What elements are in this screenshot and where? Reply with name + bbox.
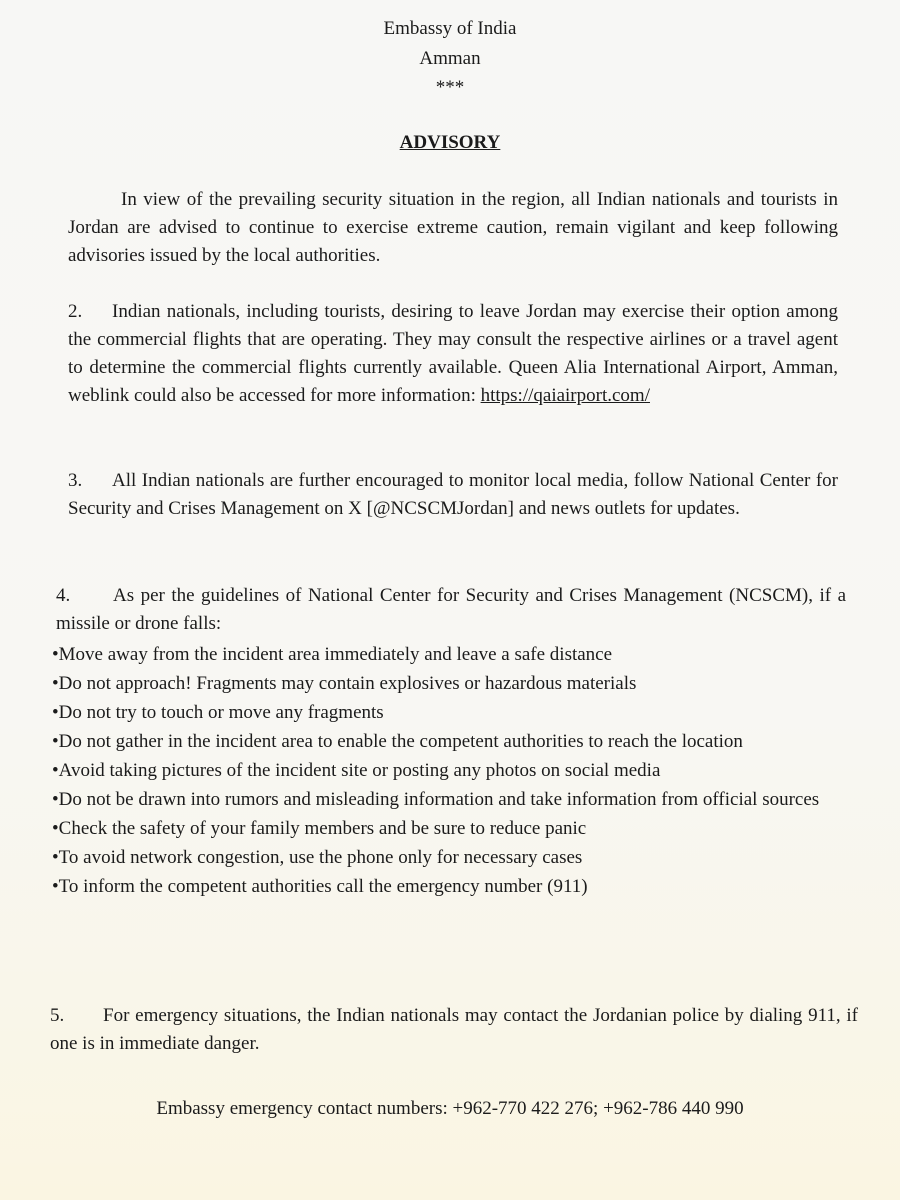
paragraph-4-text: As per the guidelines of National Center for Security and Crises Management (NCSCM), if a missile or drone falls: xyxy=(56,585,846,634)
list-item: •Check the safety of your family members and be sure to reduce panic xyxy=(52,818,587,839)
paragraph-2 xyxy=(68,298,838,410)
header-embassy-name: Embassy of India xyxy=(383,18,517,39)
list-item: •Avoid taking pictures of the incident site or posting any photos on social media xyxy=(52,760,661,781)
missile-guidelines-list xyxy=(52,640,850,901)
paragraph-3-text: All Indian nationals are further encouraged to monitor local media, follow National Center for Security and Crises Management on X [@NCSCMJordan] and news outlets for updates. xyxy=(68,470,838,519)
paragraph-3-number: 3. xyxy=(68,470,83,491)
list-item: •Do not try to touch or move any fragments xyxy=(52,702,384,723)
list-item: •To avoid network congestion, use the phone only for necessary cases xyxy=(52,847,583,868)
paragraph-5 xyxy=(50,1002,858,1058)
header-stars: *** xyxy=(435,77,465,98)
list-item: •Do not approach! Fragments may contain explosives or hazardous materials xyxy=(52,673,637,694)
list-item: •Do not gather in the incident area to enable the competent authorities to reach the location xyxy=(52,731,743,752)
airport-weblink[interactable]: https://qaiairport.com/ xyxy=(480,385,650,406)
paragraph-3 xyxy=(68,467,838,523)
paragraph-4-number: 4. xyxy=(56,585,71,606)
list-item: •To inform the competent authorities call the emergency number (911) xyxy=(52,876,588,897)
list-item: •Do not be drawn into rumors and misleading information and take information from official sources xyxy=(52,789,820,810)
paragraph-2-number: 2. xyxy=(68,301,83,322)
paragraph-4 xyxy=(56,582,846,638)
list-item: •Move away from the incident area immediately and leave a safe distance xyxy=(52,644,613,665)
header-city: Amman xyxy=(419,48,481,69)
intro-paragraph: In view of the prevailing security situation in the region, all Indian nationals and tourists in Jordan are advised to continue to exercise extreme caution, remain vigilant and keep following advisories issued by the local authorities. xyxy=(68,189,838,266)
paragraph-5-text: For emergency situations, the Indian nationals may contact the Jordanian police by dialing 911, if one is in immediate danger. xyxy=(50,1005,858,1054)
emergency-contact-numbers: Embassy emergency contact numbers: +962-770 422 276; +962-786 440 990 xyxy=(156,1098,744,1119)
paragraph-5-number: 5. xyxy=(50,1005,65,1026)
document-title: ADVISORY xyxy=(399,132,501,153)
paragraph-2-text: Indian nationals, including tourists, desiring to leave Jordan may exercise their option among the commercial flights that are operating. They may consult the respective airlines or a travel agent to determine the commercial flights currently available. Queen Alia International Airport, Amman, weblink could also be accessed for more information: xyxy=(68,301,838,406)
